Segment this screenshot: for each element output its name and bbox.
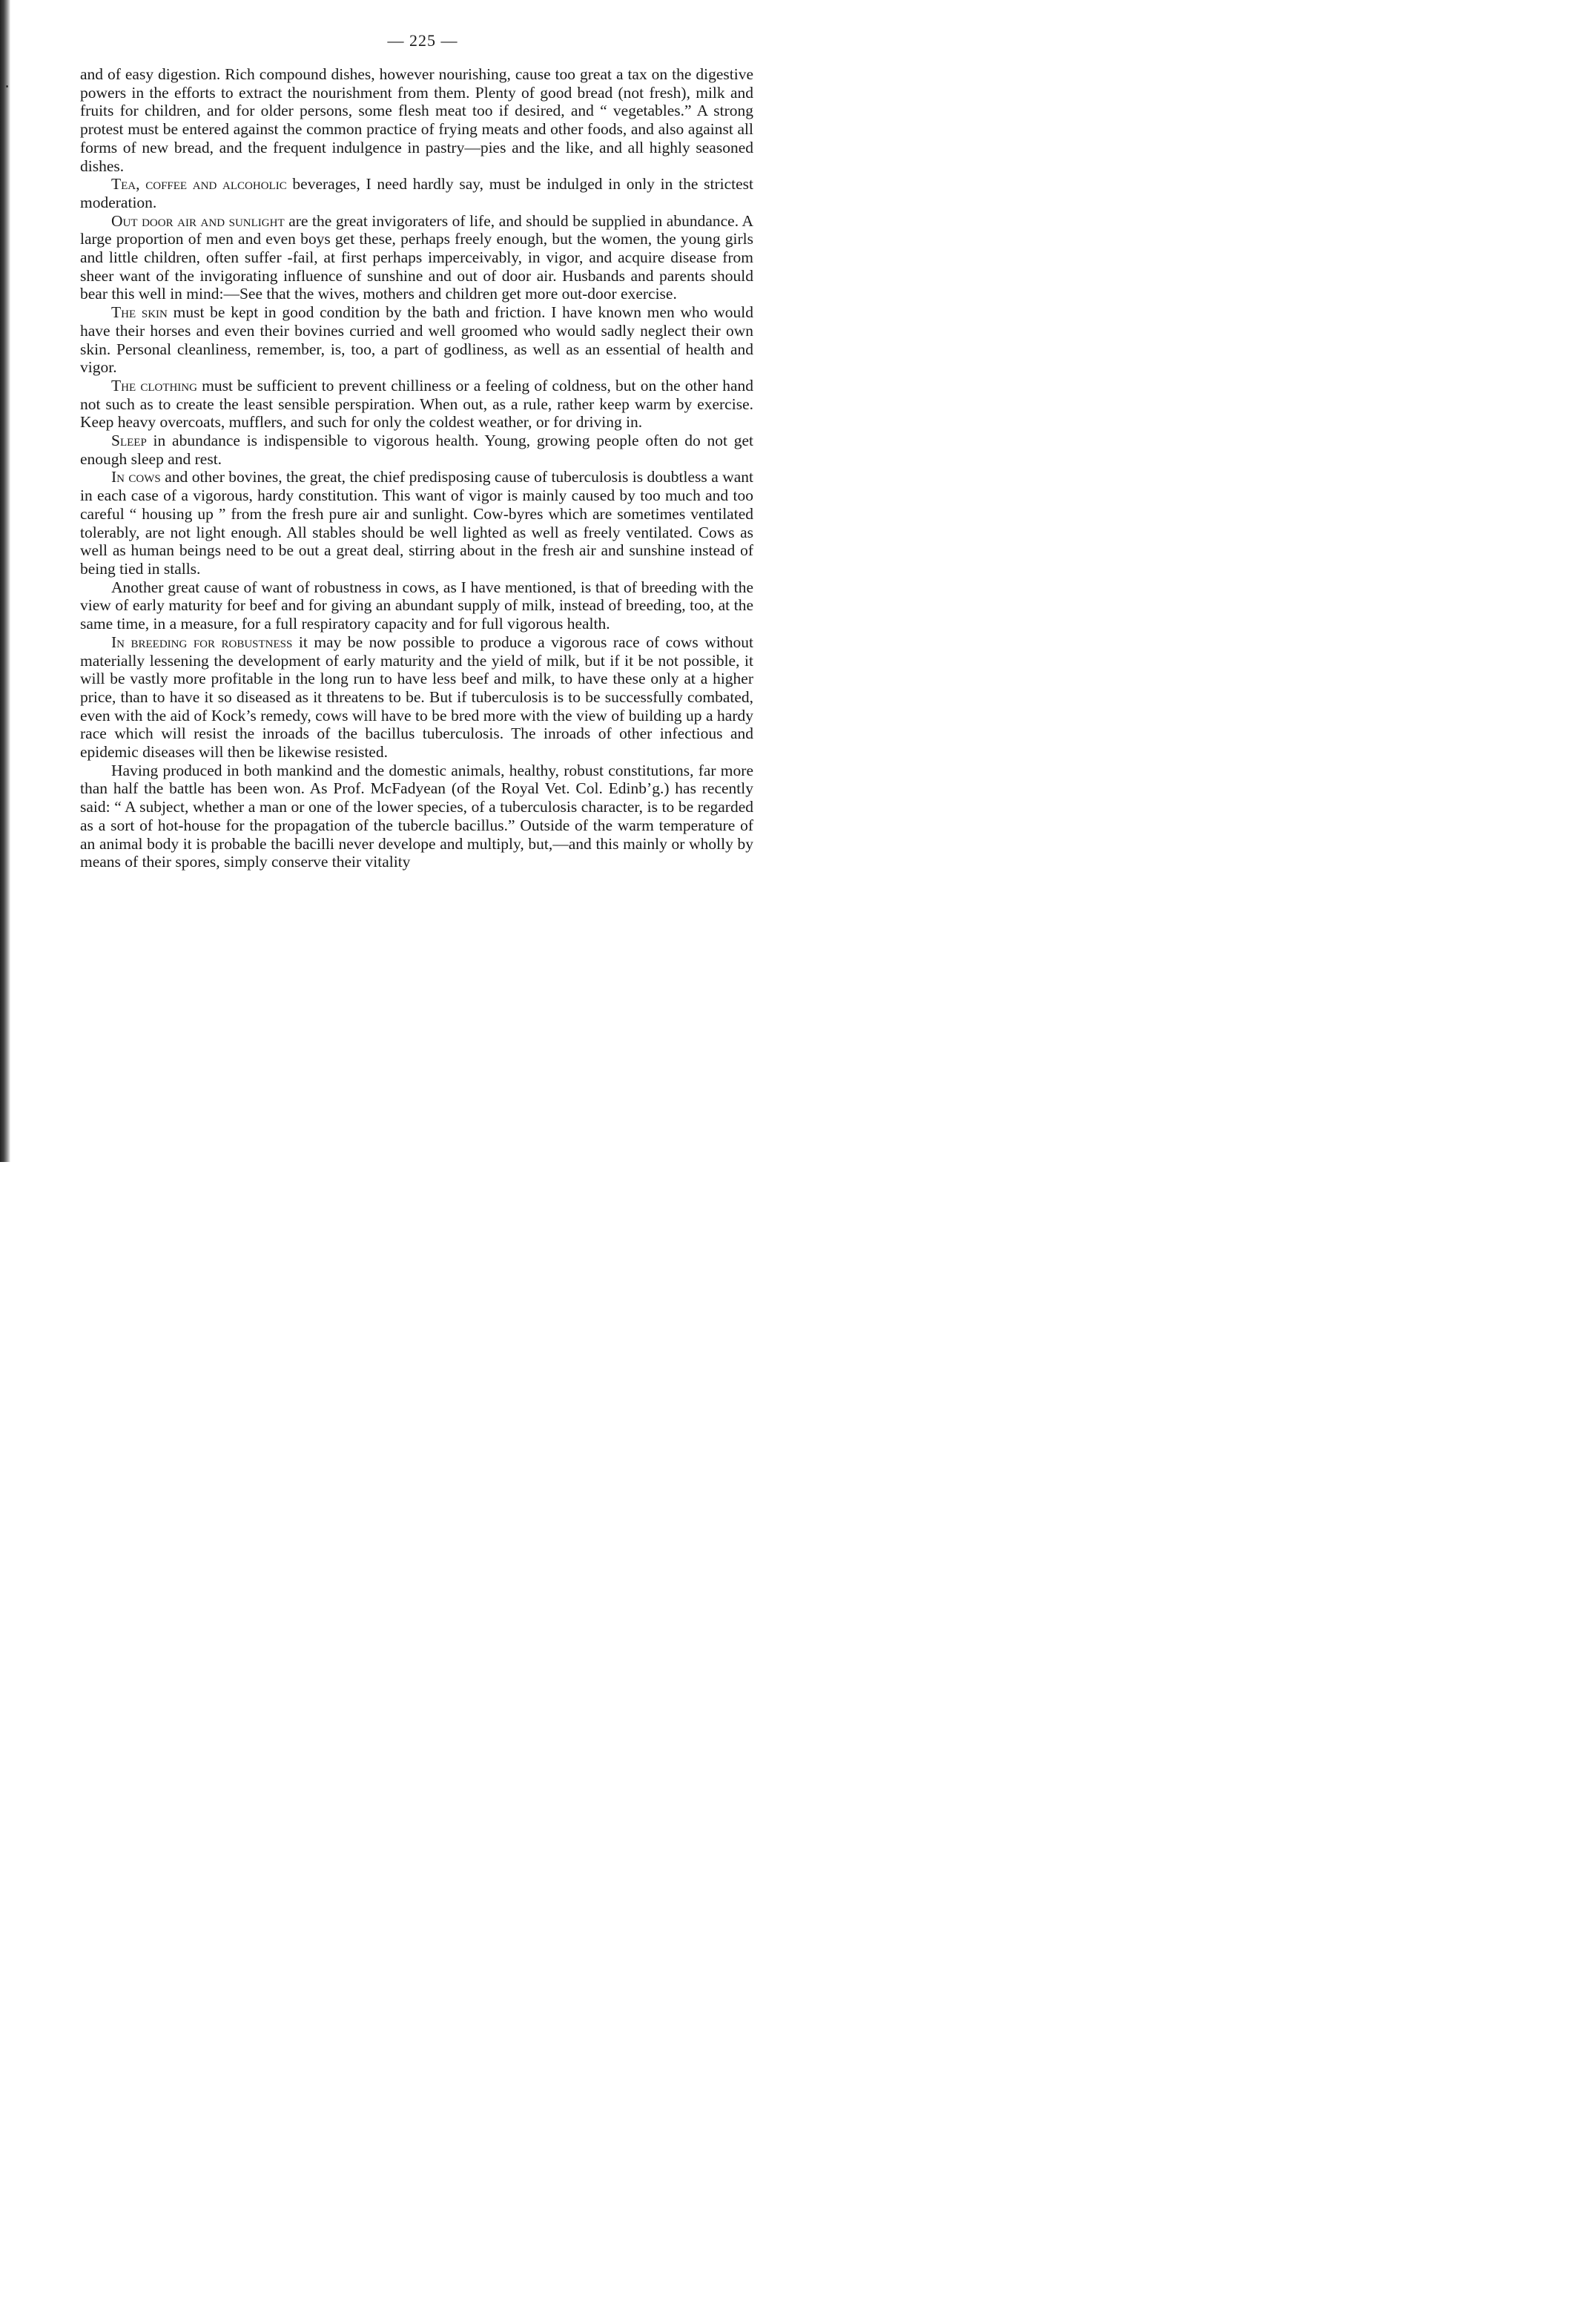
paragraph-text: must be kept in good condition by the bath and friction. I have known men who would have their horses and even their bovines curried and well groomed who would sadly neglect their own skin. Personal cleanliness, remember, is, too, a part of godliness, as well as an essential of health and vigor. [80,303,753,377]
paragraph-text: must be sufficient to prevent chilliness or a feeling of coldness, but on the other hand not such as to create the least sensible perspiration. When out, as a rule, rather keep warm by exercise. Keep heavy overcoats, mufflers, and such for only the coldest weather, or for driving in. [80,376,753,432]
page-body [80,65,753,871]
paragraph [80,633,753,762]
paragraph [80,303,753,377]
paragraph [80,65,753,175]
paragraph-text: it may be now possible to produce a vigorous race of cows without materially lessening the development of early maturity and the yield of milk, but if it be not possible, it will be vastly more profitable in the long run to have less beef and milk, to have these only at a higher price, than to have it so diseased as it threatens to be. But if tuberculosis is to be successfully combated, even with the aid of Kock’s remedy, cows will have to be bred more with the view of building up a hardy race which will resist the inroads of the bacillus tuberculosis. The inroads of other infectious and epidemic diseases will then be likewise resisted. [80,633,753,762]
paragraph-text: and of easy digestion. Rich compound dishes, however nourishing, cause too great a tax on the digestive powers in the efforts to extract the nourishment from them. Plenty of good bread (not fresh), milk and fruits for children, and for older persons, some flesh meat too if desired, and “ vegetables.” A strong protest must be entered against the common practice of frying meats and other foods, and also against all forms of new bread, and the frequent indulgence in pastry—pies and the like, and all highly seasoned dishes. [80,65,753,175]
paragraph-text: Another great cause of want of robustness in cows, as I have mentioned, is that of breeding with the view of early maturity for beef and for giving an abundant supply of milk, instead of breeding, too, at the same time, in a measure, for a full respiratory capacity and for full vigorous health. [80,578,753,633]
paragraph [80,175,753,211]
paragraph [80,578,753,633]
paragraph [80,468,753,578]
paragraph-text: are the great invigoraters of life, and should be supplied in abundance. A large proportion of men and even boys get these, perhaps freely enough, but the women, the young girls and little children, often suffer -fail, at first perhaps imperceivably, in vigor, and acquire disease from sheer want of the invigorating influence of sunshine and out of door air. Husbands and parents should bear this well in mind:—See that the wives, mothers and children get more out-door exercise. [80,211,753,303]
page-number: — 225 — [387,31,458,50]
paragraph-lead: Sleep [111,432,147,450]
paragraph-text: Having produced in both mankind and the domestic animals, healthy, robust constitutions, far more than half the battle has been won. As Prof. McFadyean (of the Royal Vet. Col. Edinb’g.) has recently said: “ A subject, whether a man or one of the lower species, of a tuberculosis character, is to be regarded as a sort of hot-house for the propagation of the tubercle bacillus.” Outside of the warm temperature of an animal body it is probable the bacilli never develope and multiply, but,—and this mainly or wholly by means of their spores, simply conserve their vitality [80,761,753,871]
paragraph-lead: Out door air and sunlight [111,211,285,230]
paragraph [80,212,753,304]
paragraph-text: beverages, I need hardly say, must be indulged in only in the strictest moderation. [80,175,753,211]
paragraph [80,762,753,871]
paragraph-text: and other bovines, the great, the chief predisposing cause of tuberculosis is doubtless a want in each case of a vigorous, hardy constitution. This want of vigor is mainly caused by too much and too careful “ housing up ” from the fresh pure air and sunlight. Cow-byres which are sometimes ventilated tolerably, are not light enough. All stables should be well lighted as well as freely ventilated. Cows as well as human beings need to be out a great deal, stirring about in the fresh air and sunshine instead of being tied in stalls. [80,468,753,578]
paragraph-lead: In breeding for robustness [111,633,293,651]
paragraph-text: in abundance is indispensible to vigorous health. Young, growing people often do not get enough sleep and rest. [80,432,753,468]
scan-binding-edge [0,0,10,1162]
paragraph-lead: The skin [111,303,168,322]
paragraph-lead: Tea, coffee and alcoholic [111,175,287,194]
paragraph [80,432,753,468]
paragraph-lead: The clothing [111,376,197,395]
paragraph [80,377,753,432]
paragraph-lead: In cows [111,468,161,486]
scan-speck [6,85,8,88]
